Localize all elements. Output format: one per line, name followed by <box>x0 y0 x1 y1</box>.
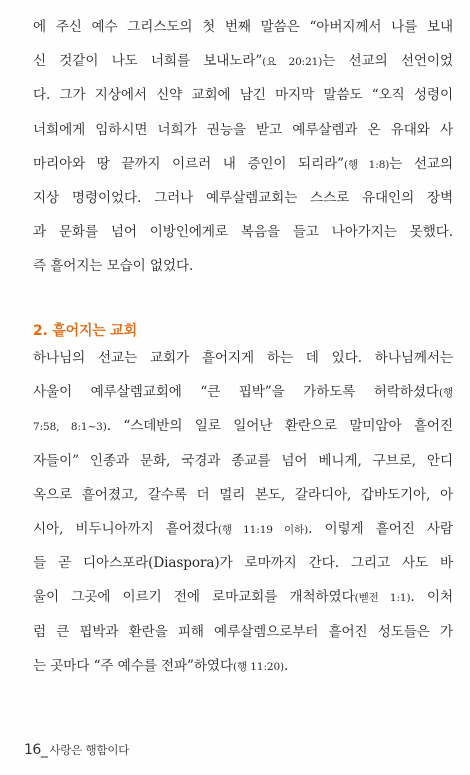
running-title: 사랑은 행함이다 <box>49 743 130 757</box>
text-line: 다. 그가 지상에서 신약 교회에 남긴 마지막 말씀도 “오직 성령이 <box>33 87 453 104</box>
text-line: 과 문화를 넘어 이방인에게로 복음을 들고 나아가지는 못했다. <box>33 224 453 241</box>
text-line: 지상 명령이었다. 그러나 예루살렘교회는 스스로 유대인의 장벽 <box>33 189 453 206</box>
text-line: 에 주신 예수 그리스도의 첫 번째 말씀은 “아버지께서 나를 보내 <box>33 19 453 35</box>
bible-reference: (벧전 1:1) <box>354 592 411 605</box>
page-number: 16_ <box>24 742 48 758</box>
text-line: 옥으로 흩어졌고, 갈수록 더 멀리 본도, 갈라디아, 갑바도기아, 아 <box>33 486 453 503</box>
bible-reference: (요 20:21) <box>262 56 323 69</box>
bible-reference: (행 1:8) <box>344 158 390 171</box>
text-line: 울이 그곳에 이르기 전에 로마교회를 개척하였다(벧전 1:1). 이처 <box>33 589 453 606</box>
paragraph-continuation <box>33 10 453 284</box>
text-line: 는 곳마다 “주 예수를 전파”하였다(행 11:20). <box>33 657 289 674</box>
text-line: 7:58, 8:1~3). “스데반의 일로 일어난 환란으로 말미암아 흩어진 <box>33 418 453 435</box>
text-line: 사울이 예루살렘교회에 “큰 핍박”을 가하도록 허락하셨다(행 <box>33 384 453 401</box>
text-line: 시아, 비두니아까지 흩어졌다(행 11:19 이하). 이렇게 흩어진 사람 <box>33 520 453 537</box>
bible-reference: (행 11:20) <box>233 660 285 673</box>
paragraph-scattering-church <box>33 341 453 683</box>
text-line: 즉 흩어지는 모습이 없었다. <box>33 258 194 275</box>
text-line: 마리아와 땅 끝까지 이르러 내 증인이 되리라”(행 1:8)는 선교의 <box>33 155 453 172</box>
text-line: 신 것같이 나도 너희를 보내노라”(요 20:21)는 선교의 선언이었 <box>33 53 453 70</box>
section-heading: 2. 흩어지는 교회 <box>33 323 137 339</box>
text-line: 자들이” 인종과 문화, 국경과 종교를 넘어 베니게, 구브로, 안디 <box>33 452 453 469</box>
text-line: 너희에게 임하시면 너희가 권능을 받고 예루살렘과 온 유대와 사 <box>33 121 453 138</box>
text-line: 들 곧 디아스포라(Diaspora)가 로마까지 간다. 그리고 사도 바 <box>33 555 453 572</box>
bible-reference: 7:58, 8:1~3) <box>33 421 107 434</box>
bible-reference: (행 <box>438 387 453 400</box>
text-line: 럼 큰 핍박과 환란을 피해 예루살렘으로부터 흩어진 성도들은 가 <box>33 623 453 640</box>
text-line: 하나님의 선교는 교회가 흩어지게 하는 데 있다. 하나님께서는 <box>33 350 453 366</box>
page-footer <box>24 742 129 758</box>
bible-reference: (행 11:19 이하) <box>217 523 309 536</box>
